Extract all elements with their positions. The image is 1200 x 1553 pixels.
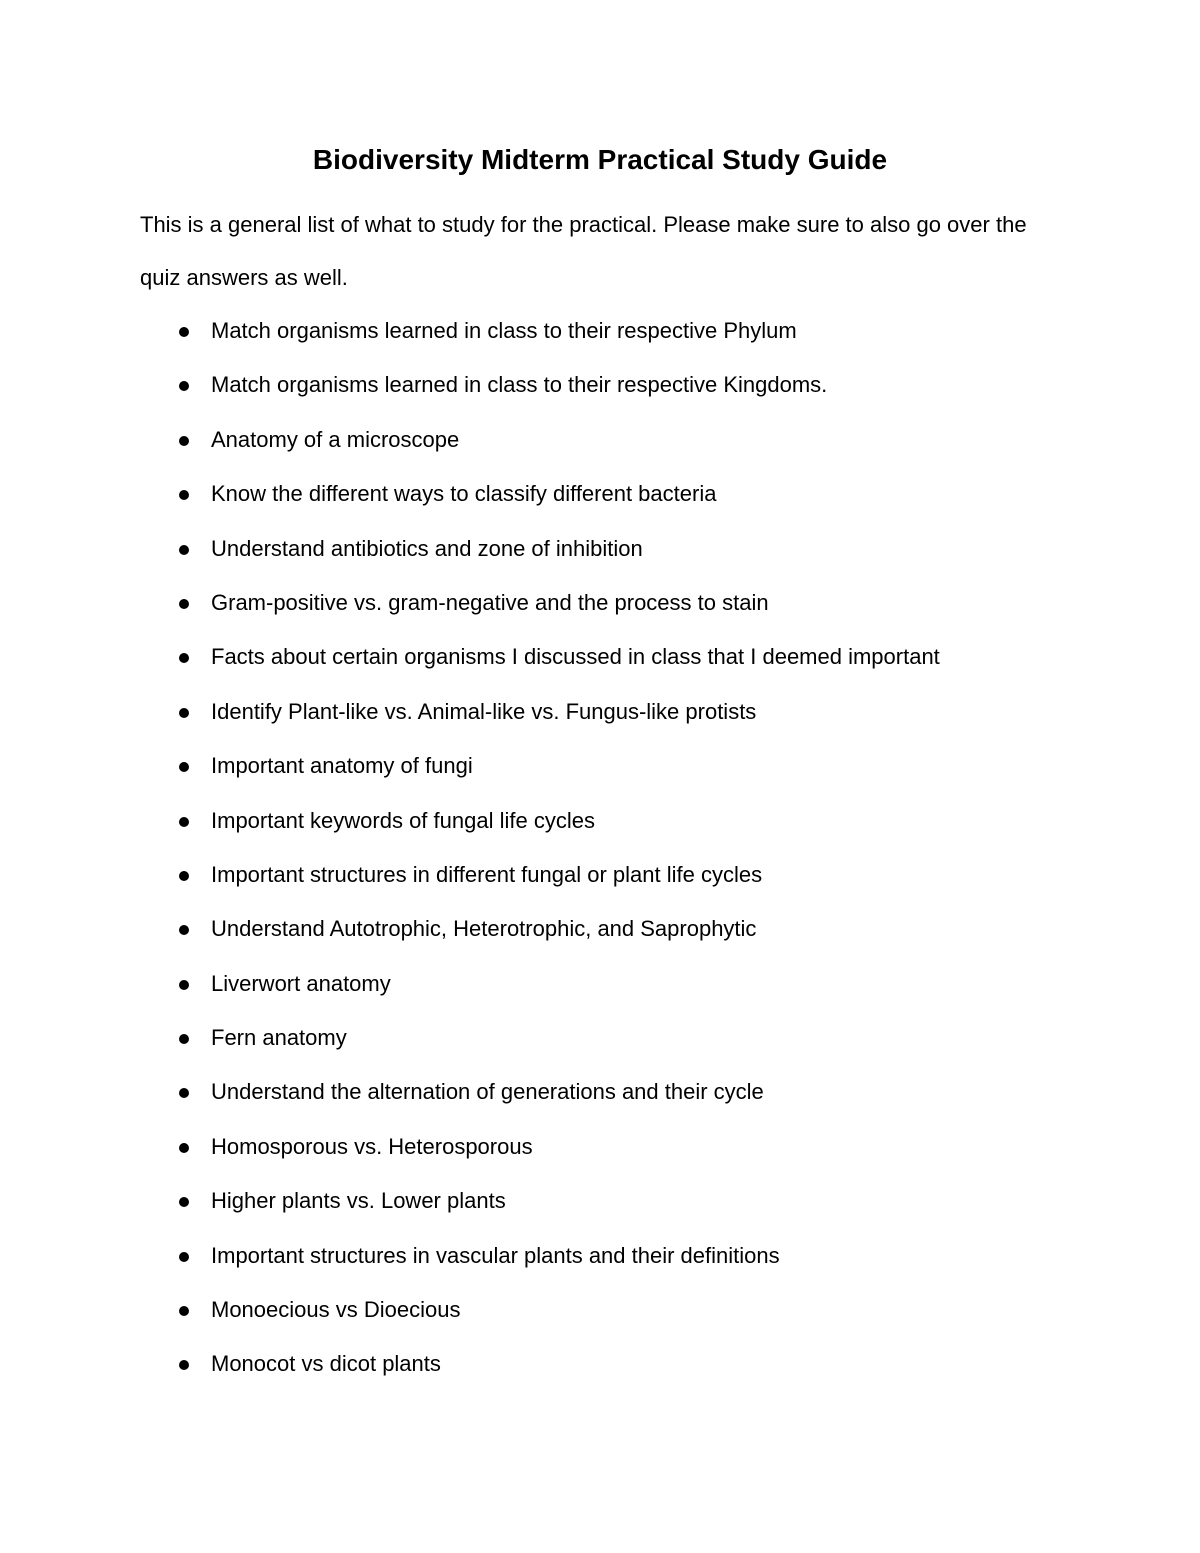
list-item-text: Match organisms learned in class to their respective Phylum [211,318,797,343]
list-item [0,304,1200,358]
list-item [0,467,1200,521]
list-item-text: Understand the alternation of generations and their cycle [211,1079,764,1105]
page-title: Biodiversity Midterm Practical Study Guide [312,144,888,175]
bullet-icon [179,381,189,391]
list-item [0,1174,1200,1228]
bullet-icon [179,762,189,772]
bullet-icon [179,545,189,555]
list-item [0,358,1200,412]
list-item [0,685,1200,739]
list-item [0,848,1200,902]
bullet-icon [179,1197,189,1207]
list-item [0,739,1200,793]
list-item-text: Important keywords of fungal life cycles [211,807,595,833]
bullet-icon [179,1034,189,1044]
bullet-icon [179,980,189,990]
bullet-icon [179,708,189,718]
list-item-text: Facts about certain organisms I discussed in class that I deemed important [211,644,940,670]
list-item-text: Fern anatomy [211,1025,347,1051]
list-item-text: Homosporous vs. Heterosporous [211,1133,533,1159]
bullet-icon [179,1360,189,1370]
study-topics-list [0,304,1200,1392]
bullet-icon [179,871,189,881]
bullet-icon [179,1306,189,1316]
list-item-text: Understand Autotrophic, Heterotrophic, and Saprophytic [211,916,757,942]
bullet-icon [179,817,189,827]
bullet-icon [179,1252,189,1262]
list-item [0,1337,1200,1391]
list-item-text: Match organisms learned in class to their respective Kingdoms. [211,372,828,398]
list-item [0,1120,1200,1174]
list-item [0,902,1200,956]
list-item [0,794,1200,848]
bullet-icon [179,1143,189,1153]
list-item-text: Identify Plant-like vs. Animal-like vs. Fungus-like protists [211,698,757,724]
list-item-text: Gram-positive vs. gram-negative and the process to stain [211,589,769,615]
list-item [0,1065,1200,1119]
intro-paragraph: This is a general list of what to study for the practical. Please make sure to also go over the quiz answers as well. [140,212,1027,290]
list-item-text: Understand antibiotics and zone of inhibition [211,535,643,561]
list-item [0,1283,1200,1337]
list-item [0,630,1200,684]
bullet-icon [179,490,189,500]
bullet-icon [179,599,189,609]
bullet-icon [179,327,189,337]
list-item-text: Anatomy of a microscope [211,426,460,452]
list-item [0,957,1200,1011]
bullet-icon [179,925,189,935]
list-item-text: Liverwort anatomy [211,970,391,996]
list-item [0,576,1200,630]
list-item-text: Monoecious vs Dioecious [211,1297,461,1323]
list-item [0,1229,1200,1283]
list-item [0,522,1200,576]
list-item-text: Monocot vs dicot plants [211,1351,441,1377]
bullet-icon [179,653,189,663]
list-item-text: Important anatomy of fungi [211,753,473,779]
list-item-text: Important structures in vascular plants and their definitions [211,1242,780,1268]
list-item-text: Higher plants vs. Lower plants [211,1188,506,1214]
bullet-icon [179,436,189,446]
list-item [0,413,1200,467]
bullet-icon [179,1088,189,1098]
list-item [0,1011,1200,1065]
list-item-text: Important structures in different fungal or plant life cycles [211,861,763,887]
list-item-text: Know the different ways to classify different bacteria [211,481,717,507]
